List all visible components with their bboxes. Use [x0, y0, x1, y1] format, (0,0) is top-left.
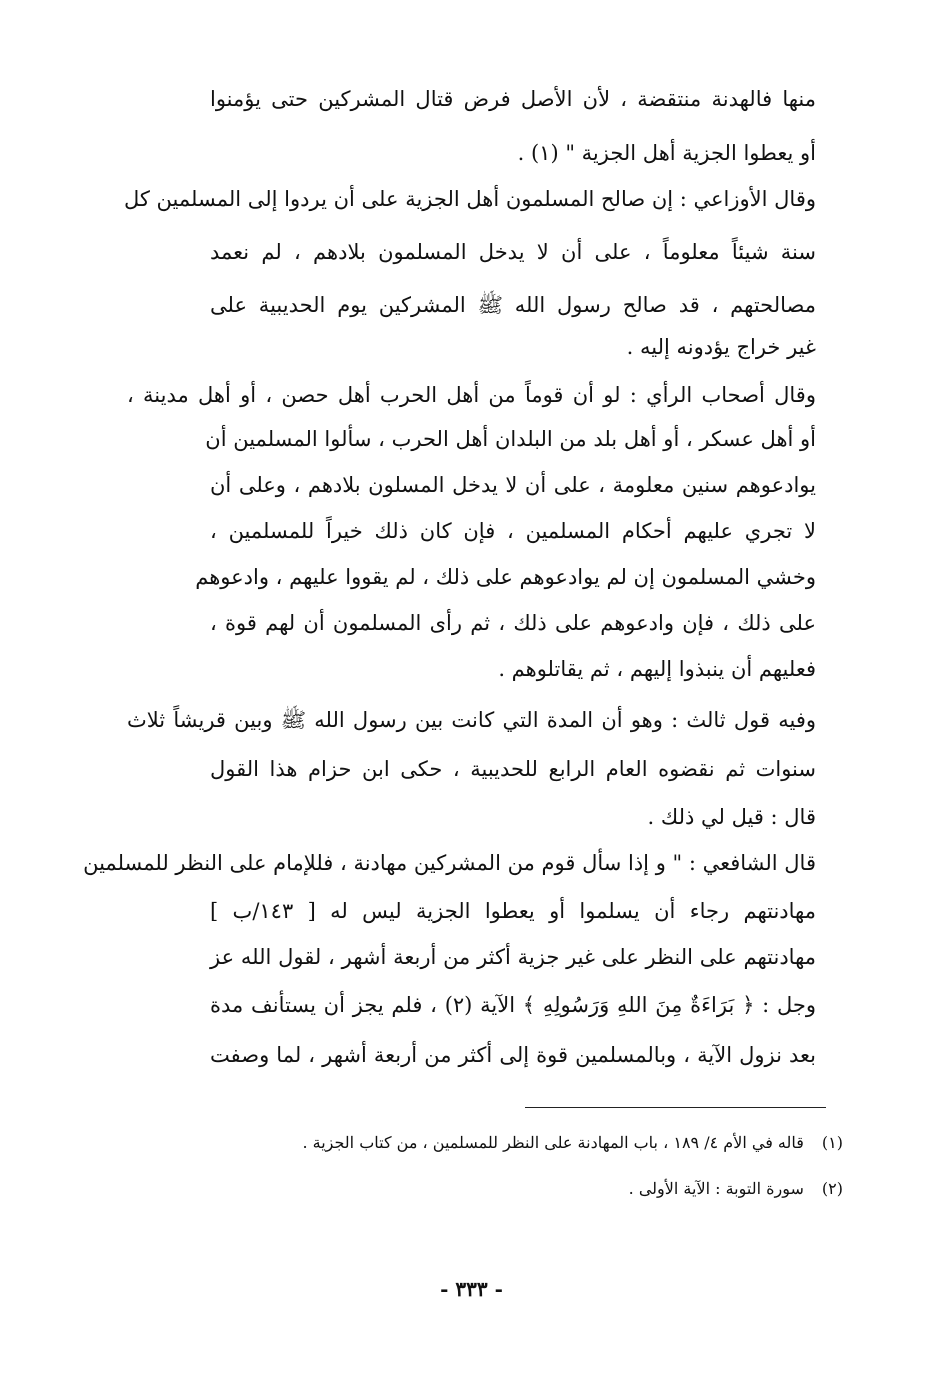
- text-line: وقال أصحاب الرأي : لو أن قوماً من أهل الحرب أهل حصن ، أو أهل مدينة ،: [127, 383, 816, 407]
- text-line: بعد نزول الآية ، وبالمسلمين قوة إلى أكثر من أربعة أشهر ، لما وصفت: [210, 1043, 816, 1067]
- footnote-text: قاله في الأم ٤/ ١٨٩ ، باب المهادنة على النظر للمسلمين ، من كتاب الجزية .: [302, 1133, 804, 1152]
- text-line: وخشي المسلمون إن لم يوادعوهم على ذلك ، لم يقووا عليهم ، وادعوهم: [195, 565, 816, 589]
- text-line: قال : قيل لي ذلك .: [647, 805, 816, 829]
- text-line: فعليهم أن ينبذوا إليهم ، ثم يقاتلوهم .: [498, 657, 816, 681]
- footnote: [629, 1178, 843, 1200]
- text-line: وفيه قول ثالث : وهو أن المدة التي كانت بين رسول الله ﷺ وبين قريشاً ثلاث: [127, 708, 816, 732]
- text-line: أو أهل عسكر ، أو أهل بلد من البلدان أهل الحرب ، سألوا المسلمين أن: [205, 427, 816, 451]
- text-line: وجل : ﴿ بَرَاءَةٌ مِنَ اللهِ وَرَسُولِهِ ﴾ الآية (٢) ، فلم يجز أن يستأنف مدة: [210, 993, 816, 1017]
- text-line: غير خراج يؤدونه إليه .: [626, 335, 816, 359]
- text-line: على ذلك ، فإن وادعوهم على ذلك ، ثم رأى المسلمون أن لهم قوة ،: [210, 611, 816, 635]
- footnote-separator: [525, 1107, 826, 1108]
- text-line: لا تجري عليهم أحكام المسلمين ، فإن كان ذلك خيراً للمسلمين ،: [210, 519, 816, 543]
- page-number: - ٣٣٣ -: [440, 1277, 503, 1301]
- text-line: سنة شيئاً معلوماً ، على أن لا يدخل المسلمون بلادهم ، لم نعمد: [210, 240, 816, 264]
- text-line: منها فالهدنة منتقضة ، لأن الأصل فرض قتال المشركين حتى يؤمنوا: [210, 87, 816, 111]
- text-line: مهادنتهم على النظر على غير جزية أكثر من أربعة أشهر ، لقول الله عز: [210, 945, 816, 969]
- footnote-text: سورة التوبة : الآية الأولى .: [628, 1179, 804, 1198]
- text-line: وقال الأوزاعي : إن صالح المسلمون أهل الجزية على أن يردوا إلى المسلمين كل: [123, 187, 816, 211]
- text-line: قال الشافعي : " و إذا سأل قوم من المشركين مهادنة ، فللإمام على النظر للمسلمين: [83, 851, 816, 875]
- footnote-number: (٢): [821, 1179, 843, 1198]
- text-line: أو يعطوا الجزية أهل الجزية " (١) .: [517, 141, 816, 165]
- text-line: مهادنتهم رجاء أن يسلموا أو يعطوا الجزية ليس له [ ١٤٣/ب ]: [210, 899, 816, 923]
- text-line: مصالحتهم ، قد صالح رسول الله ﷺ المشركين يوم الحديبية على: [210, 293, 816, 317]
- text-line: يوادعوهم سنين معلومة ، على أن لا يدخل المسلون بلادهم ، وعلى أن: [210, 473, 816, 497]
- footnote-number: (١): [821, 1133, 843, 1152]
- footnote: [302, 1132, 843, 1154]
- text-line: سنوات ثم نقضوه العام الرابع للحديبية ، حكى ابن حزام هذا القول: [210, 757, 816, 781]
